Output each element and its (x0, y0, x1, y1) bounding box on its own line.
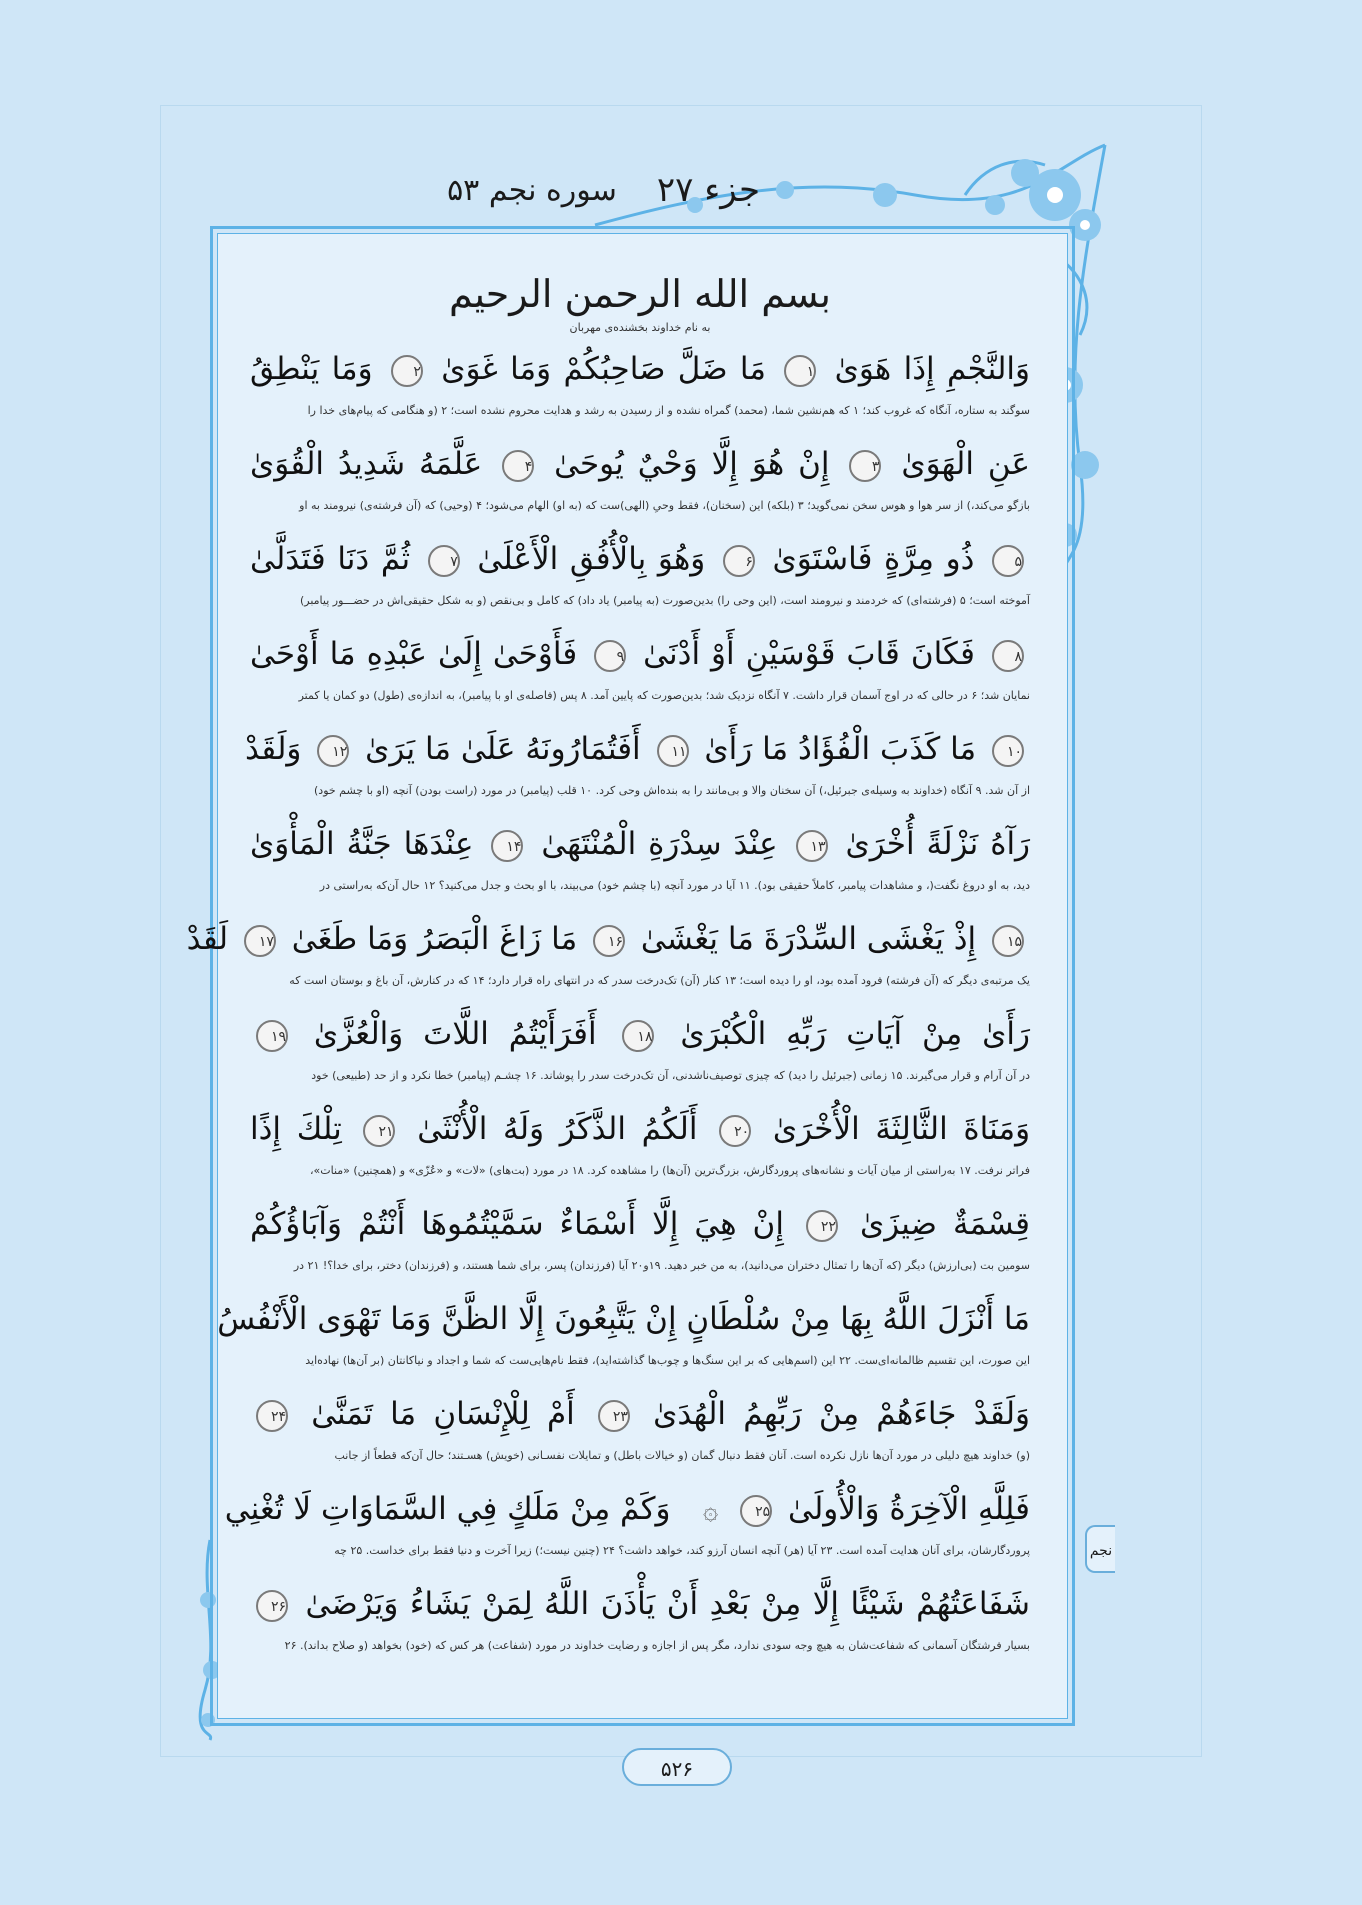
verse-block (250, 813, 1030, 908)
ayah-number-marker: ۱۰ (992, 735, 1024, 767)
ayah-number-marker: ۲۴ (256, 1400, 288, 1432)
arabic-text: وَهُوَ بِالْأُفُقِ الْأَعْلَىٰ (477, 541, 706, 577)
ayah-number-marker: ۴ (502, 450, 534, 482)
ayah-number-marker: ۱۶ (593, 925, 625, 957)
bismillah-translation: به نام خداوند بخشنده‌ی مهربان (569, 321, 711, 334)
arabic-text: ثُمَّ دَنَا فَتَدَلَّىٰ (250, 541, 411, 577)
ayah-number-marker: ۱۵ (992, 925, 1024, 957)
arabic-text: إِذْ يَغْشَى السِّدْرَةَ مَا يَغْشَىٰ (640, 921, 977, 957)
arabic-text: وَمَا يَنْطِقُ (250, 351, 373, 387)
arabic-line (250, 1003, 1030, 1065)
ayah-number-marker: ۵ (992, 545, 1024, 577)
arabic-text: وَكَمْ مِنْ مَلَكٍ فِي السَّمَاوَاتِ لَا تُغْنِي (224, 1491, 671, 1527)
arabic-text: عَنِ الْهَوَىٰ (901, 446, 1030, 482)
arabic-text: وَلَقَدْ (245, 731, 302, 767)
arabic-line (250, 433, 1030, 495)
verse-block (217, 1288, 1030, 1383)
ayah-number-marker: ۱۴ (491, 830, 523, 862)
ayah-number-marker: ۱۳ (796, 830, 828, 862)
arabic-line (250, 1193, 1030, 1255)
persian-translation-line: در آن آرام و قرار می‌گیرند. ۱۵ زمانی (جبرئیل را دید) که چیزی توصیف‌ناشدنی، آن تک‌درخت سدر را پوشاند. ۱۶ چشـم (پیامبر) خطا نکرد و از حد (طبیعی) خود (311, 1069, 1030, 1082)
persian-translation-line: سومین بت (بی‌ارزش) دیگر (که آن‌ها را تمثال دختران می‌دانید)، به من خبر دهید. ۱۹و۲۰ آیا (فرزندان) پسر، برای شما هستند، و (فرزندان) دختر، برای خدا؟! ۲۱ در (293, 1259, 1030, 1272)
arabic-text: وَالنَّجْمِ إِذَا هَوَىٰ (834, 351, 1030, 387)
ayah-number-marker: ۱۱ (657, 735, 689, 767)
ayah-number-marker: ۸ (992, 640, 1024, 672)
verse-block (245, 718, 1030, 813)
ayah-number-marker: ۱ (784, 355, 816, 387)
arabic-text: عَلَّمَهُ شَدِيدُ الْقُوَىٰ (250, 446, 483, 482)
arabic-text: وَمَنَاةَ الثَّالِثَةَ الْأُخْرَىٰ (772, 1111, 1031, 1147)
ayah-number-marker: ۲۱ (363, 1115, 395, 1147)
verse-lines (186, 338, 1031, 1668)
verse-block (250, 1573, 1030, 1668)
arabic-text: إِنْ هِيَ إِلَّا أَسْمَاءٌ سَمَّيْتُمُوهَا أَنْتُمْ وَآبَاؤُكُمْ (250, 1206, 784, 1242)
persian-translation-line: از آن شد. ۹ آنگاه (خداوند به وسیله‌ی جبرئیل،) آن سخنان والا و بی‌مانند را به بنده‌اش وحی کرد. ۱۰ قلب (پیامبر) در مورد (راست بودن) آنچه (او با چشم خود) (314, 784, 1030, 797)
arabic-line (250, 528, 1030, 590)
arabic-line (250, 813, 1030, 875)
arabic-line (250, 1098, 1030, 1160)
arabic-line (250, 1573, 1030, 1635)
verse-block (250, 1098, 1030, 1193)
persian-translation-line: سوگند به ستاره، آنگاه که غروب کند؛ ۱ که هم‌نشین شما، (محمد) گمراه نشده و از رسیدن به رشد و هدایت محروم نشده است؛ ۲ (و هنگامی که پیام‌های خدا را (307, 404, 1030, 417)
arabic-text: أَفَتُمَارُونَهُ عَلَىٰ مَا يَرَىٰ (365, 731, 641, 767)
arabic-line (250, 1383, 1030, 1445)
ayah-number-marker: ۱۷ (244, 925, 276, 957)
ayah-number-marker: ۳ (849, 450, 881, 482)
arabic-line (217, 1288, 1030, 1350)
ayah-number-marker: ۲۵ (740, 1495, 772, 1527)
arabic-text: فَكَانَ قَابَ قَوْسَيْنِ أَوْ أَدْنَىٰ (643, 636, 975, 672)
persian-translation-line: نمایان شد؛ ۶ در حالی که در اوج آسمان قرار داشت. ۷ آنگاه نزدیک شد؛ بدین‌صورت که پایین آمد. ۸ پس (فاصله‌ی او با پیامبر)، به اندازه‌ی (طول) دو کمان یا کمتر (298, 689, 1030, 702)
ayah-number-marker: ۲۰ (719, 1115, 751, 1147)
ayah-number-marker: ۹ (594, 640, 626, 672)
arabic-line (250, 623, 1030, 685)
arabic-text: فَلِلَّهِ الْآخِرَةُ وَالْأُولَىٰ (788, 1491, 1030, 1527)
persian-translation-line: (و) خداوند هیچ دلیلی در مورد آن‌ها نازل نکرده است. آنان فقط دنبال گمان (و خیالات باطل) و تمایلات نفسـانی (خویش) هسـتند؛ حال آن‌که قطعاً از جانب (334, 1449, 1030, 1462)
arabic-text: أَفَرَأَيْتُمُ اللَّاتَ وَالْعُزَّىٰ (313, 1016, 597, 1052)
arabic-text: شَفَاعَتُهُمْ شَيْئًا إِلَّا مِنْ بَعْدِ أَنْ يَأْذَنَ اللَّهُ لِمَنْ يَشَاءُ وَيَرْضَىٰ (305, 1586, 1030, 1622)
ayah-number-marker: ۶ (723, 545, 755, 577)
arabic-text: أَلَكُمُ الذَّكَرُ وَلَهُ الْأُنْثَىٰ (417, 1111, 698, 1147)
arabic-text: قِسْمَةٌ ضِيزَىٰ (859, 1206, 1030, 1242)
arabic-text: عِنْدَ سِدْرَةِ الْمُنْتَهَىٰ (541, 826, 778, 862)
ayah-number-marker: ۷ (428, 545, 460, 577)
persian-translation-line: یک مرتبه‌ی دیگر که (آن فرشته) فرود آمده بود، او را دیده است؛ ۱۳ کنار (آن) تک‌درخت سدر که در انتهای راه قرار دارد؛ ۱۴ که در کنارش، آن باغ و بوستان است که (289, 974, 1030, 987)
bismillah: بسم الله الرحمن الرحيم (449, 272, 831, 316)
persian-translation-line: آموخته است؛ ۵ (فرشته‌ای) که خردمند و نیرومند است، (این وحی را) بدین‌صورت (به پیامبر) یاد داد) که کامل و بی‌نقص (و به شکل حقیقی‌اش در حضـــور پیامبر) (299, 594, 1030, 607)
surah-label: سوره نجم ۵۳ (447, 172, 617, 208)
arabic-text: مَا أَنْزَلَ اللَّهُ بِهَا مِنْ سُلْطَانٍ إِنْ يَتَّبِعُونَ إِلَّا الظَّنَّ وَمَا تَهْوَى الْأَنْفُسُ (217, 1301, 1030, 1337)
page-header (380, 165, 760, 215)
arabic-text: أَمْ لِلْإِنْسَانِ مَا تَمَنَّىٰ (311, 1396, 575, 1432)
arabic-line (186, 908, 1030, 970)
persian-translation-line: فراتر نرفت. ۱۷ به‌راستی از میان آیات و نشانه‌های پروردگارش، بزرگ‌ترین (آن‌ها) را مشاهده کرد. ۱۸ در مورد (بت‌های) «لات» و «عُزّی» و (همچنین) «منات»، (309, 1164, 1030, 1177)
arabic-text: لَقَدْ (186, 921, 229, 957)
hizb-marker-icon: ۞ (703, 1495, 719, 1526)
verse-block (250, 1383, 1030, 1478)
ayah-number-marker: ۲۲ (806, 1210, 838, 1242)
arabic-text: فَأَوْحَىٰ إِلَىٰ عَبْدِهِ مَا أَوْحَىٰ (250, 636, 578, 672)
arabic-text: مَا كَذَبَ الْفُؤَادُ مَا رَأَىٰ (704, 731, 977, 767)
verse-block (250, 1193, 1030, 1288)
arabic-text: مَا ضَلَّ صَاحِبُكُمْ وَمَا غَوَىٰ (441, 351, 766, 387)
surah-side-tab: نجم (1085, 1525, 1115, 1573)
arabic-text: رَآهُ نَزْلَةً أُخْرَىٰ (845, 826, 1031, 862)
ayah-number-marker: ۲۶ (256, 1590, 288, 1622)
ayah-number-marker: ۱۹ (256, 1020, 288, 1052)
verse-block (250, 528, 1030, 623)
verse-block (186, 908, 1030, 1003)
arabic-text: تِلْكَ إِذًا (250, 1111, 342, 1147)
arabic-text: وَلَقَدْ جَاءَهُمْ مِنْ رَبِّهِمُ الْهُدَىٰ (653, 1396, 1030, 1432)
arabic-line (250, 338, 1030, 400)
arabic-text: ذُو مِرَّةٍ فَاسْتَوَىٰ (772, 541, 975, 577)
page-number: ۵۲۶ (622, 1748, 732, 1786)
verse-block (250, 433, 1030, 528)
ayah-number-marker: ۲۳ (598, 1400, 630, 1432)
arabic-text: إِنْ هُوَ إِلَّا وَحْيٌ يُوحَىٰ (554, 446, 830, 482)
ayah-number-marker: ۱۸ (622, 1020, 654, 1052)
persian-translation-line: بازگو می‌کند،) از سر هوا و هوس سخن نمی‌گوید؛ ۳ (بلکه) این (سخنان)، فقط وحیِ (الهی)ست که (به او) الهام می‌شود؛ ۴ (وحیی) که (آن فرشته‌ی) نیرومند به او (299, 499, 1030, 512)
arabic-text: عِنْدَهَا جَنَّةُ الْمَأْوَىٰ (250, 826, 474, 862)
persian-translation-line: این صورت، این تقسیم ظالمانه‌ای‌ست. ۲۲ این (اسم‌هایی که بر این سنگ‌ها و چوب‌ها گذاشته‌اید)، فقط نام‌هایی‌ست که شما و اجداد و نیاکانتان (بر آن‌ها) نهاده‌اید (305, 1354, 1030, 1367)
persian-translation-line: بسیار فرشتگان آسمانی که شفاعت‌شان به هیچ وجه سودی ندارد، مگر پس از اجازه و رضایت خداوند در مورد (شفاعت) هر کس که (خود) بخواهد (و صلاح بداند). ۲۶ (284, 1639, 1030, 1652)
verse-block (250, 623, 1030, 718)
arabic-text: رَأَىٰ مِنْ آيَاتِ رَبِّهِ الْكُبْرَىٰ (680, 1016, 1031, 1052)
verse-block (224, 1478, 1030, 1573)
persian-translation-line: پروردگارشان، برای آنان هدایت آمده است. ۲۳ آیا (هر) آنچه انسان آرزو کند، خواهد داشت؟ ۲۴ (چنین نیست؛) زیرا آخرت و دنیا فقط برای خداست. ۲۵ چه (334, 1544, 1030, 1557)
persian-translation-line: دید، به او دروغ نگفت(، و مشاهدات پیامبر، کاملاً حقیقی بود). ۱۱ آیا در مورد آنچه (با چشم خود) می‌بیند، با او بحث و جدل می‌کنید؟ ۱۲ حال آن‌که به‌راستی در (319, 879, 1030, 892)
ayah-number-marker: ۲ (391, 355, 423, 387)
arabic-text: مَا زَاغَ الْبَصَرُ وَمَا طَغَىٰ (291, 921, 578, 957)
arabic-line (224, 1478, 1030, 1540)
juz-label: جزء ۲۷ (656, 170, 760, 210)
verse-block (250, 1003, 1030, 1098)
quran-content (186, 270, 1031, 1668)
verse-block (250, 338, 1030, 433)
ayah-number-marker: ۱۲ (317, 735, 349, 767)
arabic-line (245, 718, 1030, 780)
